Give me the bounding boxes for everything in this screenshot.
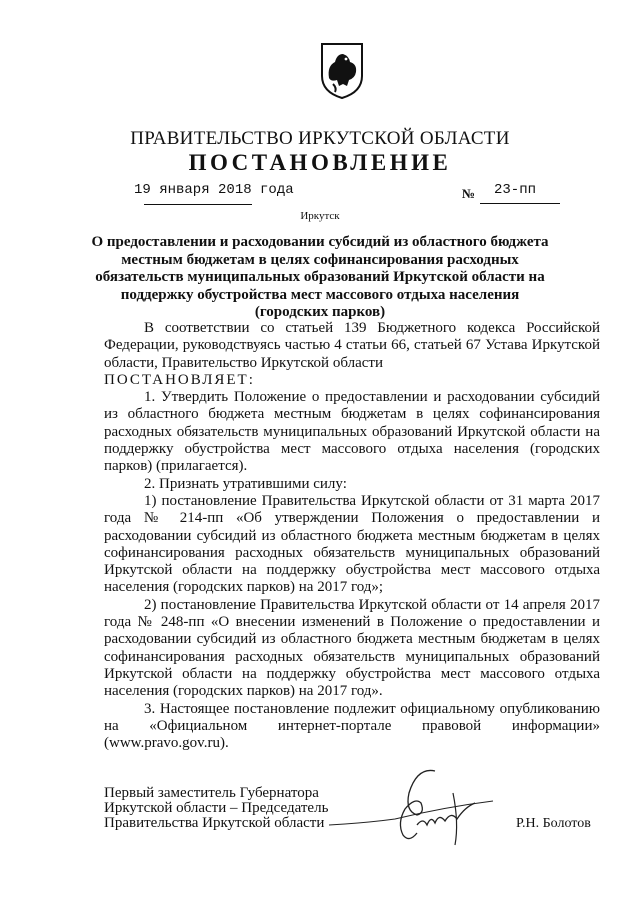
document-heading: О предоставлении и расходовании субсидий из областного бюджета местным бюджетам в целях софинансирования расходных обязательств муниципальных образований Иркутской области на поддержку обустройства мест массового отдыха населения (городских парков): [91, 234, 549, 320]
date-underline: [144, 204, 252, 205]
preamble-paragraph: В соответствии со статьей 139 Бюджетного кодекса Российской Федерации, руководствуясь частью 4 статьи 66, статьей 67 Устава Иркутской области, Правительство Иркутской области: [104, 320, 600, 371]
coat-of-arms-icon: [319, 40, 365, 100]
signatory-title-line-3: Правительства Иркутской области: [104, 815, 325, 831]
government-name: ПРАВИТЕЛЬСТВО ИРКУТСКОЙ ОБЛАСТИ: [130, 128, 510, 149]
document-date: 19 января 2018 года: [134, 182, 294, 198]
signatory-title: [104, 786, 328, 831]
signatory-title-line-1: Первый заместитель Губернатора: [104, 785, 319, 801]
handwritten-signature: [325, 763, 495, 863]
document-type: ПОСТАНОВЛЕНИЕ: [188, 150, 452, 175]
document-number: 23-пп: [494, 182, 537, 198]
document-body: [104, 320, 600, 752]
signatory-title-line-2: Иркутской области – Председатель: [104, 800, 329, 816]
item-2: 2. Признать утратившими силу:: [144, 475, 347, 492]
number-underline: [480, 203, 560, 204]
item-3: 3. Настоящее постановление подлежит официальному опубликованию на «Официальном интернет-портале правовой информации» (www.pravo.gov.ru).: [104, 700, 600, 752]
resolves-label: ПОСТАНОВЛЯЕТ:: [104, 371, 255, 388]
item-1: 1. Утвердить Положение о предоставлении и расходовании субсидий из областного бюджета местным бюджетам в целях софинансирования расходных обязательств муниципальных образований Иркутской области на поддержку обустройства мест массового отдыха населения (городских парков) (прилагается).: [104, 389, 600, 475]
city-name: Иркутск: [300, 210, 340, 222]
item-2-1: 1) постановление Правительства Иркутской области от 31 марта 2017 года № 214-пп «Об утверждении Положения о предоставлении и расходовании субсидий из областного бюджета местным бюджетам в целях софинансирования расходных обязательств муниципальных образований Иркутской области на поддержку обустройства мест массового отдыха населения (городских парков) на 2017 год»;: [104, 492, 600, 596]
item-2-2: 2) постановление Правительства Иркутской области от 14 апреля 2017 года № 248-пп «О внесении изменений в Положение о предоставлении и расходовании субсидий из областного бюджета местным бюджетам в целях софинансирования расходных обязательств муниципальных образований Иркутской области на поддержку обустройства мест массового отдыха населения (городских парков) на 2017 год».: [104, 596, 600, 700]
signatory-name: Р.Н. Болотов: [516, 816, 591, 831]
number-sign: №: [462, 186, 476, 201]
